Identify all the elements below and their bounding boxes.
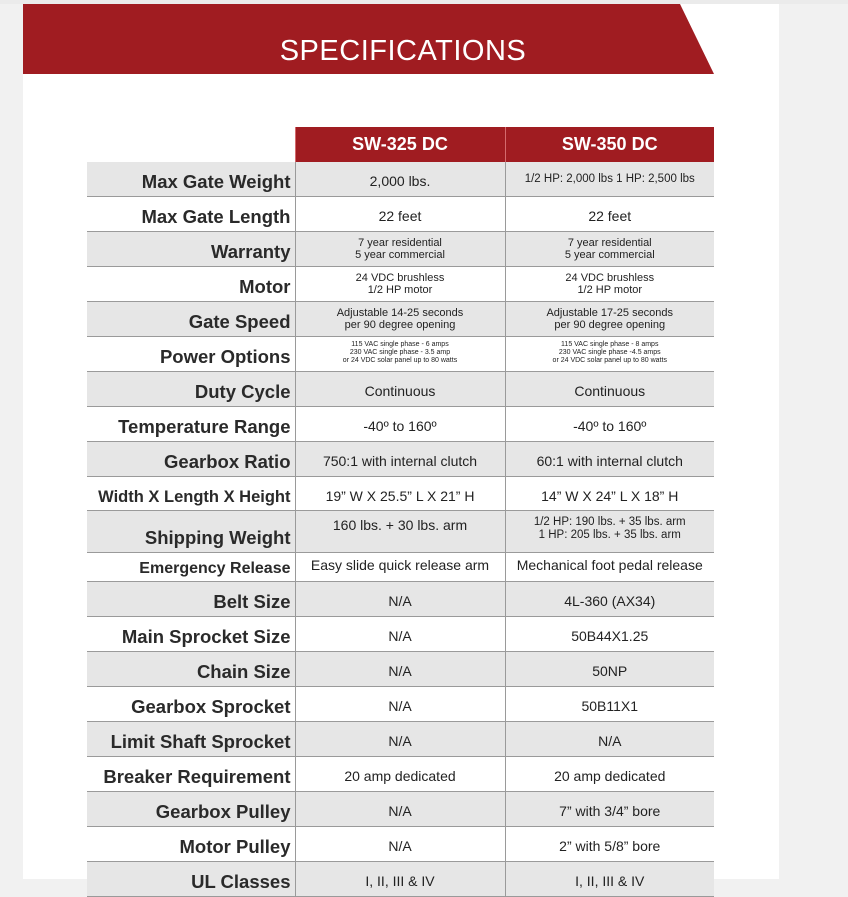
cell-line: 19” W X 25.5” L X 21” H	[325, 488, 475, 504]
row-label: Width X Length X Height	[87, 477, 295, 511]
cell-sw350	[505, 687, 714, 722]
cell-line: or 24 VDC solar panel up to 80 watts	[552, 357, 667, 364]
cell-line: 22 feet	[588, 208, 632, 224]
cell-line: 7” with 3/4” bore	[559, 803, 661, 819]
table-row	[87, 511, 714, 553]
row-label: Chain Size	[87, 652, 295, 687]
cell-sw325	[295, 757, 505, 792]
cell-sw350	[505, 302, 714, 337]
table-row	[87, 757, 714, 792]
cell-sw350	[505, 407, 714, 442]
cell-line: Continuous	[574, 383, 646, 399]
cell-line: Adjustable 17-25 seconds	[546, 307, 674, 319]
table-row	[87, 722, 714, 757]
cell-line: 230 VAC single phase - 3.5 amp	[349, 349, 451, 356]
cell-sw325	[295, 617, 505, 652]
row-label: Gate Speed	[87, 302, 295, 337]
cell-line: 7 year residential	[567, 237, 652, 249]
table-row	[87, 553, 714, 582]
cell-sw350	[505, 652, 714, 687]
cell-sw325	[295, 652, 505, 687]
cell-line: 1/2 HP motor	[367, 284, 433, 296]
cell-line: 160 lbs. + 30 lbs. arm	[332, 517, 468, 533]
specifications-table	[87, 127, 714, 897]
page-title: SPECIFICATIONS	[279, 35, 527, 67]
cell-sw325	[295, 232, 505, 267]
table-row	[87, 337, 714, 372]
cell-line: N/A	[388, 593, 412, 609]
table-row	[87, 652, 714, 687]
column-header-sw350: SW-350 DC	[505, 127, 714, 162]
cell-line: 5 year commercial	[564, 249, 655, 261]
cell-sw350	[505, 477, 714, 511]
cell-line: Easy slide quick release arm	[310, 557, 490, 573]
cell-line: N/A	[388, 803, 412, 819]
table-row	[87, 267, 714, 302]
cell-sw350	[505, 862, 714, 897]
cell-line: per 90 degree opening	[554, 319, 666, 331]
cell-line: N/A	[598, 733, 622, 749]
cell-line: 20 amp dedicated	[554, 768, 666, 784]
cell-sw325	[295, 582, 505, 617]
cell-line: 115 VAC single phase - 8 amps	[561, 341, 659, 348]
table-row	[87, 407, 714, 442]
cell-sw350	[505, 792, 714, 827]
cell-line: 20 amp dedicated	[344, 768, 456, 784]
cell-sw350	[505, 372, 714, 407]
cell-line: Adjustable 14-25 seconds	[336, 307, 464, 319]
row-label: Motor	[87, 267, 295, 302]
cell-line: Continuous	[364, 383, 436, 399]
cell-sw325	[295, 197, 505, 232]
cell-sw325	[295, 862, 505, 897]
row-label: Temperature Range	[87, 407, 295, 442]
cell-sw325	[295, 407, 505, 442]
column-header-sw325: SW-325 DC	[295, 127, 505, 162]
cell-sw350	[505, 827, 714, 862]
table-header-row	[87, 127, 714, 162]
cell-line: 50B44X1.25	[571, 628, 649, 644]
row-label: Motor Pulley	[87, 827, 295, 862]
cell-line: Mechanical foot pedal release	[516, 557, 703, 573]
cell-sw325	[295, 553, 505, 582]
row-label: Main Sprocket Size	[87, 617, 295, 652]
cell-line: 14” W X 24” L X 18” H	[541, 488, 679, 504]
cell-line: 1/2 HP: 2,000 lbs 1 HP: 2,500 lbs	[524, 173, 695, 185]
cell-sw350	[505, 722, 714, 757]
cell-line: 50NP	[592, 663, 628, 679]
cell-line: 1 HP: 205 lbs. + 35 lbs. arm	[538, 529, 681, 541]
cell-line: N/A	[388, 663, 412, 679]
cell-sw350	[505, 197, 714, 232]
cell-line: N/A	[388, 838, 412, 854]
cell-line: 22 feet	[378, 208, 422, 224]
cell-line: 24 VDC brushless	[355, 272, 445, 284]
table-row	[87, 862, 714, 897]
table-row	[87, 372, 714, 407]
cell-line: 60:1 with internal clutch	[536, 453, 683, 469]
row-label: Max Gate Weight	[87, 162, 295, 197]
cell-line: per 90 degree opening	[344, 319, 456, 331]
cell-sw325	[295, 442, 505, 477]
cell-sw350	[505, 267, 714, 302]
cell-sw350	[505, 232, 714, 267]
cell-line: N/A	[388, 733, 412, 749]
cell-line: I, II, III & IV	[575, 873, 645, 889]
cell-sw350	[505, 617, 714, 652]
row-label: Emergency Release	[87, 553, 295, 582]
table-body	[87, 162, 714, 897]
cell-sw325	[295, 302, 505, 337]
cell-line: 50B11X1	[581, 698, 639, 714]
cell-sw325	[295, 792, 505, 827]
cell-line: 5 year commercial	[355, 249, 445, 261]
cell-line: 115 VAC single phase - 6 amps	[351, 341, 449, 348]
row-label: Gearbox Sprocket	[87, 687, 295, 722]
row-label: Warranty	[87, 232, 295, 267]
cell-line: or 24 VDC solar panel up to 80 watts	[342, 357, 458, 364]
cell-line: 1/2 HP motor	[577, 284, 643, 296]
table-row	[87, 617, 714, 652]
cell-line: 2,000 lbs.	[369, 173, 431, 189]
table-row	[87, 827, 714, 862]
row-label: Belt Size	[87, 582, 295, 617]
cell-sw325	[295, 827, 505, 862]
row-label: Max Gate Length	[87, 197, 295, 232]
cell-line: N/A	[388, 698, 412, 714]
cell-line: -40º to 160º	[573, 418, 647, 434]
table-row	[87, 442, 714, 477]
row-label: Gearbox Ratio	[87, 442, 295, 477]
cell-line: 4L-360 (AX34)	[564, 593, 656, 609]
row-label: Breaker Requirement	[87, 757, 295, 792]
cell-sw350	[505, 511, 714, 553]
cell-sw325	[295, 687, 505, 722]
cell-sw350	[505, 582, 714, 617]
cell-sw350	[505, 757, 714, 792]
cell-line: N/A	[388, 628, 412, 644]
cell-sw325	[295, 372, 505, 407]
row-label: Gearbox Pulley	[87, 792, 295, 827]
cell-line: -40º to 160º	[363, 418, 437, 434]
cell-sw325	[295, 337, 505, 372]
table-row	[87, 302, 714, 337]
cell-line: I, II, III & IV	[365, 873, 435, 889]
cell-sw325	[295, 511, 505, 553]
cell-line: 230 VAC single phase -4.5 amps	[558, 349, 661, 356]
table-row	[87, 792, 714, 827]
cell-sw350	[505, 553, 714, 582]
row-label: Limit Shaft Sprocket	[87, 722, 295, 757]
row-label: UL Classes	[87, 862, 295, 897]
cell-line: 2” with 5/8” bore	[559, 838, 661, 854]
row-label: Shipping Weight	[87, 511, 295, 553]
cell-sw325	[295, 267, 505, 302]
table-row	[87, 197, 714, 232]
cell-line: 1/2 HP: 190 lbs. + 35 lbs. arm	[533, 516, 686, 528]
cell-sw350	[505, 162, 714, 197]
cell-sw325	[295, 722, 505, 757]
table-row	[87, 582, 714, 617]
row-label: Power Options	[87, 337, 295, 372]
cell-line: 750:1 with internal clutch	[322, 453, 478, 469]
table-row	[87, 687, 714, 722]
header-blank-cell	[87, 127, 295, 162]
row-label: Duty Cycle	[87, 372, 295, 407]
cell-sw325	[295, 477, 505, 511]
cell-line: 7 year residential	[358, 237, 442, 249]
cell-sw350	[505, 337, 714, 372]
cell-sw325	[295, 162, 505, 197]
cell-sw350	[505, 442, 714, 477]
table-row	[87, 477, 714, 511]
table-row	[87, 162, 714, 197]
cell-line: 24 VDC brushless	[565, 272, 655, 284]
table-row	[87, 232, 714, 267]
